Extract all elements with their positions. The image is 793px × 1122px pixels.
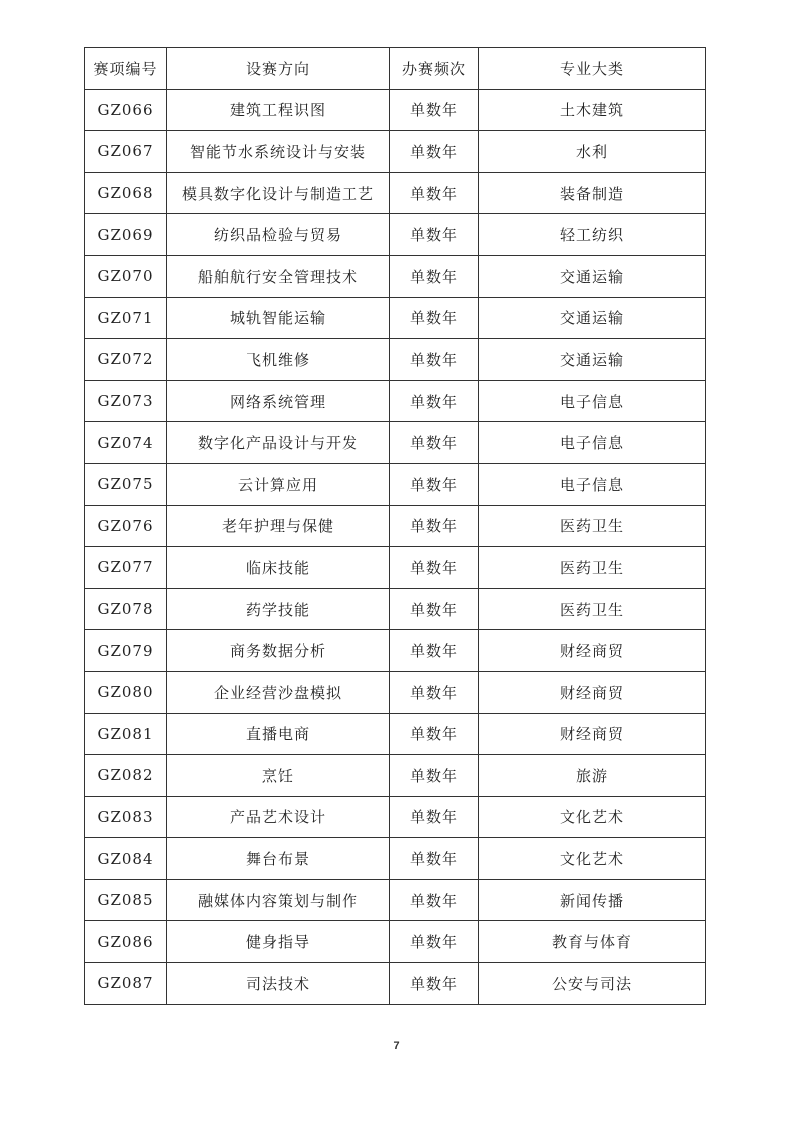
cell-category: 土木建筑 <box>479 89 706 131</box>
cell-id: GZ077 <box>85 547 167 589</box>
competition-table <box>84 47 706 1005</box>
cell-category: 电子信息 <box>479 380 706 422</box>
cell-frequency: 单数年 <box>390 755 479 797</box>
cell-direction: 融媒体内容策划与制作 <box>167 879 390 921</box>
cell-direction: 智能节水系统设计与安装 <box>167 131 390 173</box>
cell-id: GZ087 <box>85 963 167 1005</box>
cell-frequency: 单数年 <box>390 796 479 838</box>
cell-direction: 网络系统管理 <box>167 380 390 422</box>
cell-frequency: 单数年 <box>390 838 479 880</box>
cell-direction: 健身指导 <box>167 921 390 963</box>
cell-category: 电子信息 <box>479 422 706 464</box>
cell-category: 财经商贸 <box>479 630 706 672</box>
table-row <box>85 713 706 755</box>
cell-direction: 烹饪 <box>167 755 390 797</box>
cell-frequency: 单数年 <box>390 339 479 381</box>
cell-direction: 模具数字化设计与制造工艺 <box>167 172 390 214</box>
cell-category: 交通运输 <box>479 255 706 297</box>
table-row <box>85 297 706 339</box>
cell-frequency: 单数年 <box>390 89 479 131</box>
table-row <box>85 463 706 505</box>
cell-category: 财经商贸 <box>479 713 706 755</box>
cell-id: GZ075 <box>85 463 167 505</box>
cell-id: GZ086 <box>85 921 167 963</box>
table-row <box>85 380 706 422</box>
table-row <box>85 671 706 713</box>
cell-id: GZ081 <box>85 713 167 755</box>
cell-direction: 产品艺术设计 <box>167 796 390 838</box>
cell-category: 公安与司法 <box>479 963 706 1005</box>
cell-category: 新闻传播 <box>479 879 706 921</box>
cell-category: 交通运输 <box>479 297 706 339</box>
cell-direction: 商务数据分析 <box>167 630 390 672</box>
table-row <box>85 422 706 464</box>
cell-direction: 老年护理与保健 <box>167 505 390 547</box>
table-row <box>85 838 706 880</box>
cell-frequency: 单数年 <box>390 963 479 1005</box>
cell-category: 医药卫生 <box>479 505 706 547</box>
cell-frequency: 单数年 <box>390 380 479 422</box>
table-row <box>85 630 706 672</box>
cell-direction: 船舶航行安全管理技术 <box>167 255 390 297</box>
cell-category: 财经商贸 <box>479 671 706 713</box>
cell-frequency: 单数年 <box>390 505 479 547</box>
table-row <box>85 547 706 589</box>
cell-frequency: 单数年 <box>390 713 479 755</box>
cell-frequency: 单数年 <box>390 671 479 713</box>
cell-id: GZ069 <box>85 214 167 256</box>
table-row <box>85 796 706 838</box>
cell-frequency: 单数年 <box>390 630 479 672</box>
cell-id: GZ078 <box>85 588 167 630</box>
cell-frequency: 单数年 <box>390 214 479 256</box>
cell-id: GZ072 <box>85 339 167 381</box>
cell-id: GZ068 <box>85 172 167 214</box>
cell-id: GZ074 <box>85 422 167 464</box>
cell-direction: 药学技能 <box>167 588 390 630</box>
cell-category: 旅游 <box>479 755 706 797</box>
cell-direction: 司法技术 <box>167 963 390 1005</box>
header-id: 赛项编号 <box>85 48 167 90</box>
cell-category: 医药卫生 <box>479 547 706 589</box>
cell-direction: 城轨智能运输 <box>167 297 390 339</box>
cell-id: GZ066 <box>85 89 167 131</box>
table-row <box>85 172 706 214</box>
cell-frequency: 单数年 <box>390 463 479 505</box>
cell-direction: 企业经营沙盘模拟 <box>167 671 390 713</box>
table-row <box>85 879 706 921</box>
cell-frequency: 单数年 <box>390 547 479 589</box>
cell-direction: 建筑工程识图 <box>167 89 390 131</box>
cell-direction: 直播电商 <box>167 713 390 755</box>
cell-category: 文化艺术 <box>479 838 706 880</box>
table-row <box>85 89 706 131</box>
table-row <box>85 755 706 797</box>
cell-id: GZ085 <box>85 879 167 921</box>
header-direction: 设赛方向 <box>167 48 390 90</box>
cell-frequency: 单数年 <box>390 588 479 630</box>
cell-frequency: 单数年 <box>390 255 479 297</box>
cell-id: GZ084 <box>85 838 167 880</box>
cell-category: 文化艺术 <box>479 796 706 838</box>
table-header-row <box>85 48 706 90</box>
cell-direction: 飞机维修 <box>167 339 390 381</box>
table-body <box>85 89 706 1004</box>
cell-frequency: 单数年 <box>390 172 479 214</box>
table-row <box>85 921 706 963</box>
cell-category: 交通运输 <box>479 339 706 381</box>
cell-category: 教育与体育 <box>479 921 706 963</box>
table-row <box>85 255 706 297</box>
cell-frequency: 单数年 <box>390 879 479 921</box>
cell-direction: 数字化产品设计与开发 <box>167 422 390 464</box>
cell-category: 电子信息 <box>479 463 706 505</box>
cell-id: GZ079 <box>85 630 167 672</box>
table-row <box>85 588 706 630</box>
cell-category: 轻工纺织 <box>479 214 706 256</box>
cell-frequency: 单数年 <box>390 422 479 464</box>
cell-id: GZ067 <box>85 131 167 173</box>
cell-frequency: 单数年 <box>390 131 479 173</box>
cell-frequency: 单数年 <box>390 921 479 963</box>
table-row <box>85 963 706 1005</box>
cell-direction: 纺织品检验与贸易 <box>167 214 390 256</box>
cell-id: GZ070 <box>85 255 167 297</box>
cell-direction: 云计算应用 <box>167 463 390 505</box>
cell-id: GZ080 <box>85 671 167 713</box>
cell-id: GZ082 <box>85 755 167 797</box>
table-row <box>85 339 706 381</box>
cell-category: 装备制造 <box>479 172 706 214</box>
cell-id: GZ073 <box>85 380 167 422</box>
cell-category: 医药卫生 <box>479 588 706 630</box>
cell-category: 水利 <box>479 131 706 173</box>
cell-id: GZ076 <box>85 505 167 547</box>
cell-id: GZ083 <box>85 796 167 838</box>
page-number: 7 <box>393 1040 400 1052</box>
table-row <box>85 214 706 256</box>
header-frequency: 办赛频次 <box>390 48 479 90</box>
cell-direction: 临床技能 <box>167 547 390 589</box>
header-category: 专业大类 <box>479 48 706 90</box>
cell-direction: 舞台布景 <box>167 838 390 880</box>
table-row <box>85 131 706 173</box>
cell-frequency: 单数年 <box>390 297 479 339</box>
cell-id: GZ071 <box>85 297 167 339</box>
table-row <box>85 505 706 547</box>
